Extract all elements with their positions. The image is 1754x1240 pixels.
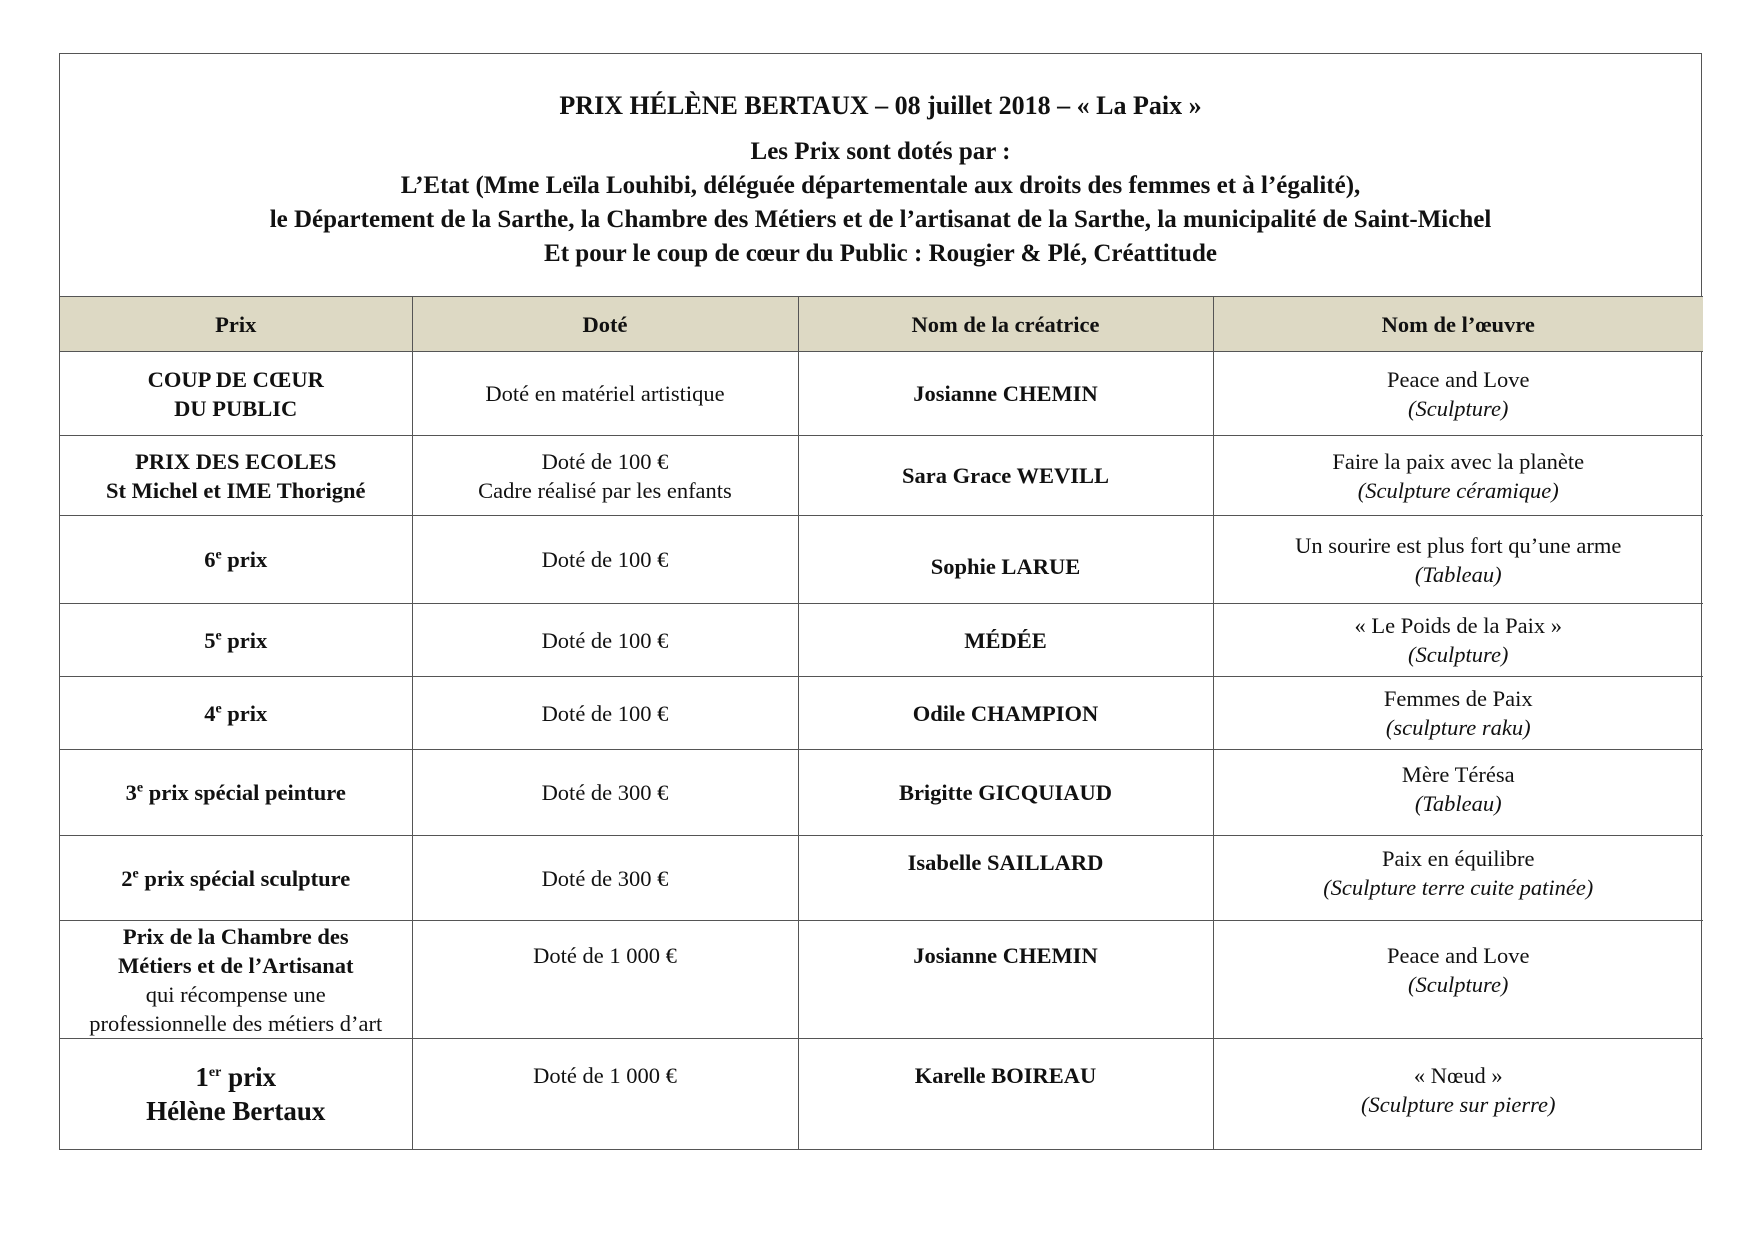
oeuvre-cell — [1213, 921, 1703, 1039]
column-header-creatrice: Nom de la créatrice — [798, 297, 1213, 352]
dote-cell — [412, 677, 798, 750]
oeuvre-title: « Le Poids de la Paix » — [1354, 613, 1562, 638]
creatrice-cell: Brigitte GICQUIAUD — [798, 750, 1213, 836]
prix-label: prix — [221, 627, 268, 653]
prix-label: Hélène Bertaux — [146, 1096, 326, 1127]
dote-cell — [412, 352, 798, 436]
oeuvre-type: (Sculpture céramique) — [1357, 477, 1559, 503]
table-row — [60, 921, 1703, 1039]
prix-rank-suffix: e — [215, 547, 222, 563]
oeuvre-type: (Sculpture) — [1408, 395, 1509, 421]
prix-cell — [60, 436, 412, 516]
dote-value: Doté de 300 € — [541, 865, 669, 891]
oeuvre-title: « Nœud » — [1413, 1063, 1503, 1088]
oeuvre-title: Femmes de Paix — [1383, 686, 1533, 711]
table-row — [60, 836, 1703, 921]
oeuvre-title: Peace and Love — [1387, 366, 1530, 392]
dote-cell — [412, 836, 798, 921]
table-row — [60, 604, 1703, 677]
header-line-departement: le Département de la Sarthe, la Chambre des Métiers et de l’artisanat de la Sarthe, la municipalité de Saint-Michel — [269, 206, 1492, 233]
prize-table — [60, 296, 1703, 1150]
prix-cell — [60, 604, 412, 677]
prix-cell — [60, 352, 412, 436]
prix-label: PRIX DES ECOLES — [135, 448, 337, 474]
header-line-public: Et pour le coup de cœur du Public : Rougier & Plé, Créattitude — [544, 240, 1217, 267]
prix-label: prix — [221, 700, 268, 726]
header-line-etat: L’Etat (Mme Leïla Louhibi, déléguée départementale aux droits des femmes et à l’égalité), — [400, 172, 1361, 199]
dote-value: Doté de 1 000 € — [533, 1063, 677, 1088]
prix-label: COUP DE CŒUR — [147, 366, 324, 392]
header-line-sponsors: Les Prix sont dotés par : — [750, 138, 1011, 165]
prix-rank: 4 — [204, 700, 216, 726]
prix-rank-suffix: e — [132, 866, 139, 881]
prix-label: prix spécial peinture — [143, 780, 346, 805]
prix-description: qui récompense une — [145, 981, 326, 1007]
dote-cell — [412, 436, 798, 516]
prix-label: prix — [221, 547, 268, 572]
prix-label: DU PUBLIC — [174, 395, 298, 421]
prix-rank: 3 — [125, 780, 137, 805]
oeuvre-type: (Sculpture sur pierre) — [1360, 1092, 1556, 1117]
prix-cell — [60, 677, 412, 750]
dote-value: Doté de 1 000 € — [533, 943, 677, 968]
document-header — [60, 54, 1701, 296]
dote-cell — [412, 516, 798, 604]
prix-rank: 6 — [204, 547, 216, 572]
prix-description: professionnelle des métiers d’art — [89, 1010, 383, 1036]
creatrice-cell: Sophie LARUE — [798, 516, 1213, 604]
oeuvre-type: (Tableau) — [1414, 791, 1502, 816]
prix-label: Métiers et de l’Artisanat — [117, 952, 354, 978]
prix-rank-suffix: er — [208, 1065, 222, 1081]
oeuvre-cell — [1213, 750, 1703, 836]
oeuvre-cell — [1213, 836, 1703, 921]
table-row — [60, 516, 1703, 604]
creatrice-cell: Josianne CHEMIN — [798, 352, 1213, 436]
dote-value: Doté de 100 € — [541, 700, 669, 726]
oeuvre-cell — [1213, 1039, 1703, 1150]
dote-cell — [412, 750, 798, 836]
dote-value: Doté de 300 € — [541, 780, 669, 805]
column-header-oeuvre: Nom de l’œuvre — [1213, 297, 1703, 352]
prix-label: prix — [221, 1062, 277, 1093]
prix-cell — [60, 921, 412, 1039]
dote-value: Doté en matériel artistique — [485, 381, 725, 406]
prix-rank: 2 — [121, 865, 133, 891]
document-frame — [59, 53, 1702, 1150]
dote-value: Doté de 100 € — [541, 547, 669, 572]
prix-rank: 5 — [204, 627, 216, 653]
document-title: PRIX HÉLÈNE BERTAUX – 08 juillet 2018 – « La Paix » — [559, 91, 1202, 120]
oeuvre-title: Un sourire est plus fort qu’une arme — [1295, 532, 1622, 558]
table-row — [60, 352, 1703, 436]
prix-label: prix spécial sculpture — [138, 865, 351, 891]
prix-cell — [60, 1039, 412, 1150]
prix-cell — [60, 836, 412, 921]
oeuvre-title: Faire la paix avec la planète — [1332, 448, 1585, 474]
oeuvre-cell — [1213, 604, 1703, 677]
table-row — [60, 436, 1703, 516]
oeuvre-type: (sculpture raku) — [1385, 715, 1531, 740]
oeuvre-cell — [1213, 352, 1703, 436]
oeuvre-type: (Sculpture terre cuite patinée) — [1323, 875, 1594, 900]
dote-value: Cadre réalisé par les enfants — [478, 477, 732, 503]
creatrice-cell: Odile CHAMPION — [798, 677, 1213, 750]
table-row — [60, 1039, 1703, 1150]
prix-cell — [60, 750, 412, 836]
table-row — [60, 677, 1703, 750]
creatrice-cell: MÉDÉE — [798, 604, 1213, 677]
column-header-prix: Prix — [60, 297, 412, 352]
table-header-row — [60, 297, 1703, 352]
oeuvre-title: Mère Térésa — [1401, 762, 1515, 787]
oeuvre-cell — [1213, 677, 1703, 750]
oeuvre-cell — [1213, 516, 1703, 604]
oeuvre-type: (Sculpture) — [1408, 972, 1509, 997]
oeuvre-type: (Sculpture) — [1408, 642, 1509, 667]
creatrice-cell: Karelle BOIREAU — [798, 1039, 1213, 1150]
table-row — [60, 750, 1703, 836]
oeuvre-type: (Tableau) — [1414, 561, 1502, 587]
dote-cell — [412, 604, 798, 677]
creatrice-cell: Josianne CHEMIN — [798, 921, 1213, 1039]
prix-cell — [60, 516, 412, 604]
prix-label: Prix de la Chambre des — [122, 923, 349, 949]
prix-rank: 1 — [195, 1062, 209, 1093]
dote-cell — [412, 921, 798, 1039]
prix-rank-suffix: e — [215, 701, 222, 716]
oeuvre-title: Paix en équilibre — [1382, 846, 1535, 871]
creatrice-cell: Isabelle SAILLARD — [798, 836, 1213, 921]
dote-cell — [412, 1039, 798, 1150]
creatrice-cell: Sara Grace WEVILL — [798, 436, 1213, 516]
prix-label: St Michel et IME Thorigné — [105, 477, 366, 503]
oeuvre-title: Peace and Love — [1387, 943, 1530, 968]
prix-rank-suffix: e — [136, 780, 144, 796]
dote-value: Doté de 100 € — [541, 448, 669, 474]
dote-value: Doté de 100 € — [541, 627, 669, 653]
column-header-dote: Doté — [412, 297, 798, 352]
prix-rank-suffix: e — [215, 628, 222, 643]
oeuvre-cell — [1213, 436, 1703, 516]
